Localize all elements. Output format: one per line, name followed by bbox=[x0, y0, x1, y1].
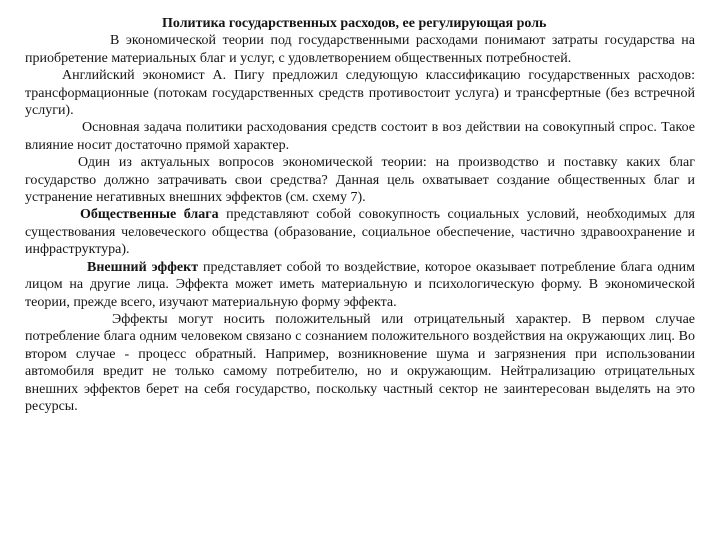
paragraph-pigou-classification bbox=[25, 67, 695, 119]
paragraph-external-effect bbox=[25, 259, 695, 311]
paragraph-text: Английский экономист А. Пигу предложил следующую классификацию государственных расходов: трансформационные (потокам государственных средств противостоит услуга) и трансфертные (без встречной услуги). bbox=[25, 68, 695, 119]
paragraph-effects-types bbox=[25, 311, 695, 415]
paragraph-main-task bbox=[25, 119, 695, 154]
paragraph-public-goods bbox=[25, 206, 695, 258]
paragraph-text: представляет собой то воздействие, которое оказывает потребление блага одним лицом на другие лица. Эффекта может иметь материальную и психологическую форму. В экономической теории, прежде всего, изучают материальную форму эффекта. bbox=[25, 259, 695, 310]
paragraph-text: В экономической теории под государственными расходами понимают затраты государства на приобретение материальных благ и услуг, с удовлетворением общественных потребностей. bbox=[25, 33, 695, 66]
paragraph-definition bbox=[25, 32, 695, 67]
paragraph-text: Один из актуальных вопросов экономической теории: на производство и поставку каких благ государство должно затрачивать свои средства? Данная цель охватывает создание общественных благ и устранение негативных внешних эффектов (см. схему 7). bbox=[25, 155, 695, 206]
document-page bbox=[25, 15, 695, 415]
paragraph-text: Основная задача политики расходования средств состоит в воз действии на совокупный спрос. Такое влияние носит достаточно прямой характер. bbox=[25, 120, 695, 153]
paragraph-text: Эффекты могут носить положительный или отрицательный характер. В первом случае потребление блага одним человеком связано с сознанием положительного воздействия на окружающих лиц. Во втором случае - процесс обратный. Например, возникновение шума и загрязнения при использовании автомобиля вредит не только самому потребителю, но и окружающим. Нейтрализацию отрицательных внешних эффектов берет на себя государство, поскольку частный сектор не заинтересован выделять на это ресурсы. bbox=[25, 311, 695, 414]
term-public-goods: Общественные блага bbox=[80, 207, 219, 223]
paragraph-key-question bbox=[25, 154, 695, 206]
paragraph-text: представляют собой совокупность социальных условий, необходимых для существования человеческого общества (образование, социальное обеспечение, частично здравоохранение и инфраструктура). bbox=[25, 207, 695, 258]
document-title: Политика государственных расходов, ее регулирующая роль bbox=[162, 16, 547, 31]
term-external-effect: Внешний эффект bbox=[87, 259, 199, 275]
